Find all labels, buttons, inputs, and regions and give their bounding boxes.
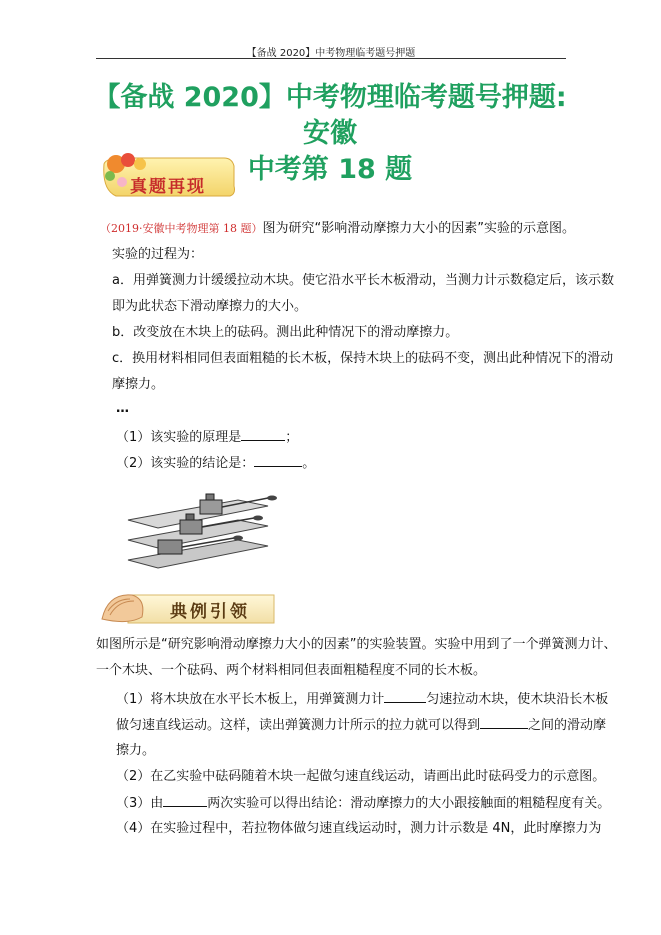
- question-2-end: 。: [302, 456, 316, 471]
- step-a-line-2: 即为此状态下滑动摩擦力的大小。: [112, 299, 308, 314]
- question-1-end: ；: [285, 430, 299, 445]
- example-q2: （2）在乙实验中砝码随着木块一起做匀速直线运动，请画出此时砝码受力的示意图。: [116, 769, 606, 784]
- banner-label-example: 典例引领: [170, 602, 250, 622]
- example-q1-line-1: [116, 688, 608, 711]
- step-c-line-1: c．换用材料相同但表面粗糙的长木板，保持木块上的砝码不变，测出此种情况下的滑动: [112, 351, 614, 366]
- answer-blank: [254, 452, 302, 467]
- example-q4: （4）在实验过程中，若拉物体做匀速直线运动时，测力计示数是 4N，此时摩擦力为: [116, 821, 602, 836]
- example-q3-text-a: （3）由: [116, 796, 164, 811]
- process-label: 实验的过程为：: [112, 247, 204, 262]
- friction-apparatus-figure: [118, 480, 308, 580]
- example-q1-line-2: [116, 714, 606, 737]
- question-2: [116, 452, 315, 475]
- section-banner-example: [98, 587, 278, 629]
- answer-blank: [480, 714, 528, 729]
- header-divider: [96, 58, 566, 59]
- example-q1-text-a: （1）将木块放在水平长木板上，用弹簧测力计: [116, 692, 385, 707]
- answer-blank: [163, 792, 207, 807]
- example-q1-text-c: 做匀速直线运动。这样，读出弹簧测力计所示的拉力就可以得到: [116, 718, 481, 733]
- answer-blank: [241, 426, 285, 441]
- title-line-2: 中考第 18 题: [247, 154, 413, 185]
- question-1-text: （1）该实验的原理是: [116, 430, 242, 445]
- problem-source: （2019·安徽中考物理第 18 题）: [100, 222, 263, 235]
- example-intro-line-1: 如图所示是“研究影响滑动摩擦力大小的因素”的实验装置。实验中用到了一个弹簧测力计、: [96, 637, 617, 652]
- banner-label-real-exam: 真题再现: [130, 177, 206, 197]
- problem-intro-line: [100, 218, 575, 240]
- answer-blank: [384, 688, 426, 703]
- example-q3: [116, 792, 610, 815]
- example-q1-line-3: 擦力。: [116, 743, 156, 758]
- question-2-text: （2）该实验的结论是：: [116, 456, 255, 471]
- example-intro-line-2: 一个木块、一个砝码、两个材料相同但表面粗糙程度不同的长木板。: [96, 663, 487, 678]
- step-c-line-2: 摩擦力。: [112, 377, 165, 392]
- page-header: 【备战 2020】中考物理临考题号押题: [246, 48, 416, 59]
- example-q1-text-d: 之间的滑动摩: [528, 718, 607, 733]
- ellipsis: …: [116, 401, 129, 416]
- step-b: b．改变放在木块上的砝码。测出此种情况下的滑动摩擦力。: [112, 325, 459, 340]
- step-a-line-1: a．用弹簧测力计缓缓拉动木块。使它沿水平长木板滑动，当测力计示数稳定后，该示数: [112, 273, 614, 288]
- title-line-1: 【备战 2020】中考物理临考题号押题: 安徽: [93, 82, 567, 149]
- problem-intro: 图为研究“影响滑动摩擦力大小的因素”实验的示意图。: [262, 221, 575, 236]
- example-q3-text-b: 两次实验可以得出结论：滑动摩擦力的大小跟接触面的粗糙程度有关。: [207, 796, 611, 811]
- question-1: [116, 426, 298, 449]
- section-banner-real-exam: [98, 150, 238, 202]
- example-q1-text-b: 匀速拉动木块，使木块沿长木板: [426, 692, 609, 707]
